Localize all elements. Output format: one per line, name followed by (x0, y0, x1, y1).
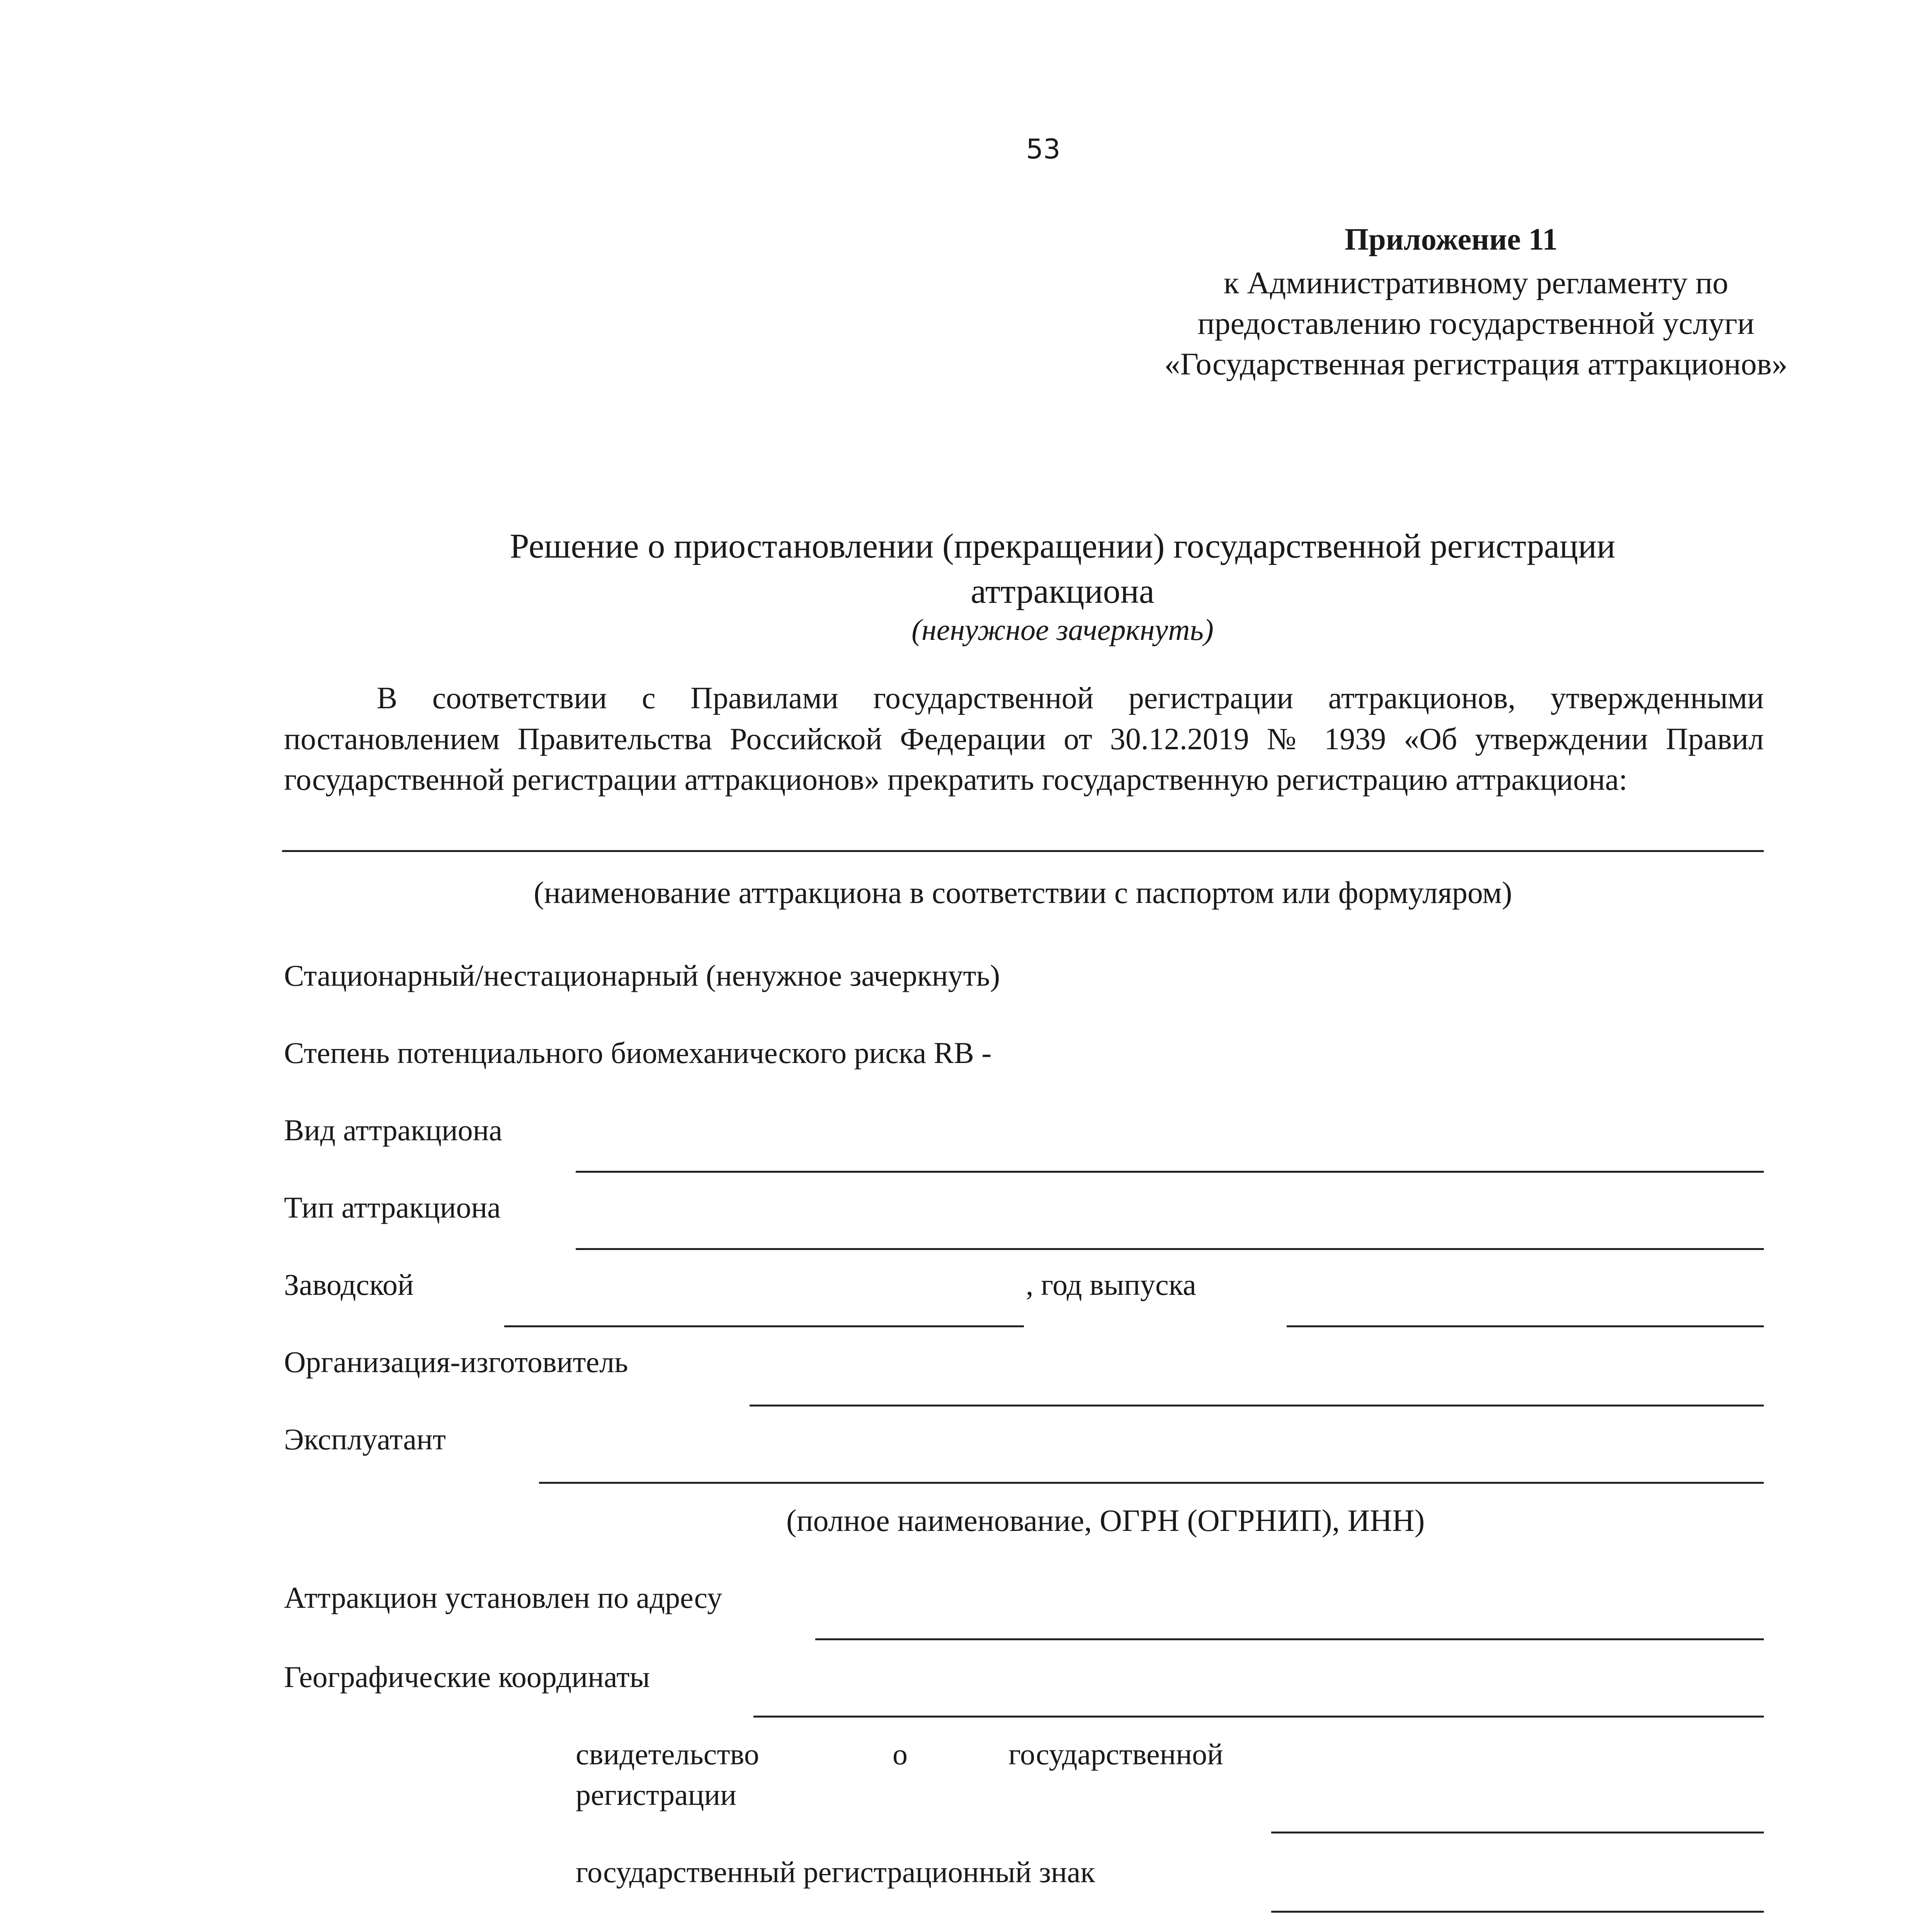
cert-word-3: государственной (1008, 1737, 1223, 1771)
year-line[interactable] (1287, 1325, 1764, 1327)
cert-word-4: регистрации (576, 1778, 736, 1811)
serial-label: Заводской (284, 1268, 414, 1301)
kind-label: Вид аттракциона (284, 1113, 503, 1147)
type-line[interactable] (576, 1248, 1764, 1250)
page-number: 53 (1026, 133, 1061, 165)
attraction-name-line[interactable] (282, 850, 1764, 852)
operator-line[interactable] (539, 1482, 1764, 1484)
coords-label: Географические координаты (284, 1660, 650, 1694)
year-label: , год выпуска (1026, 1268, 1196, 1301)
manufacturer-line[interactable] (750, 1405, 1764, 1406)
operator-caption: (полное наименование, ОГРН (ОГРНИП), ИНН) (786, 1504, 1425, 1538)
decision-note: (ненужное зачеркнуть) (911, 613, 1214, 646)
cert-word-1: свидетельство (576, 1737, 759, 1771)
serial-line[interactable] (504, 1325, 1024, 1327)
manufacturer-label: Организация-изготовитель (284, 1345, 628, 1379)
risk-label: Степень потенциального биомеханического риска RB - (284, 1036, 992, 1070)
type-label: Тип аттракциона (284, 1190, 501, 1224)
address-line[interactable] (815, 1638, 1764, 1640)
decision-title: Решение о приостановлении (прекращении) государственной регистрации аттракциона (510, 527, 1615, 611)
operator-label: Эксплуатант (284, 1422, 446, 1456)
address-label: Аттракцион установлен по адресу (284, 1581, 723, 1614)
appendix-title: Приложение 11 (1345, 223, 1558, 257)
appendix-subtitle: к Административному регламенту по предоставлению государственной услуги «Государственная регистрация аттракционов» (1164, 265, 1788, 381)
kind-line[interactable] (576, 1171, 1764, 1173)
coords-line[interactable] (753, 1716, 1764, 1718)
attraction-name-caption: (наименование аттракциона в соответствии с паспортом или формуляром) (534, 876, 1512, 910)
cert-word-2: о (893, 1737, 908, 1771)
reg-sign-line[interactable] (1271, 1911, 1764, 1913)
intro-paragraph: В соответствии с Правилами государственной регистрации аттракционов, утвержденными постановлением Правительства Российской Федерации от 30.12.2019 № 1939 «Об утверждении Правил государственной регистрации аттракционов» прекратить государственную регистрацию аттракциона: (284, 681, 1764, 797)
stationary-label: Стационарный/нестационарный (ненужное зачеркнуть) (284, 959, 1000, 992)
reg-sign-label: государственный регистрационный знак (576, 1855, 1095, 1889)
cert-line[interactable] (1271, 1832, 1764, 1833)
